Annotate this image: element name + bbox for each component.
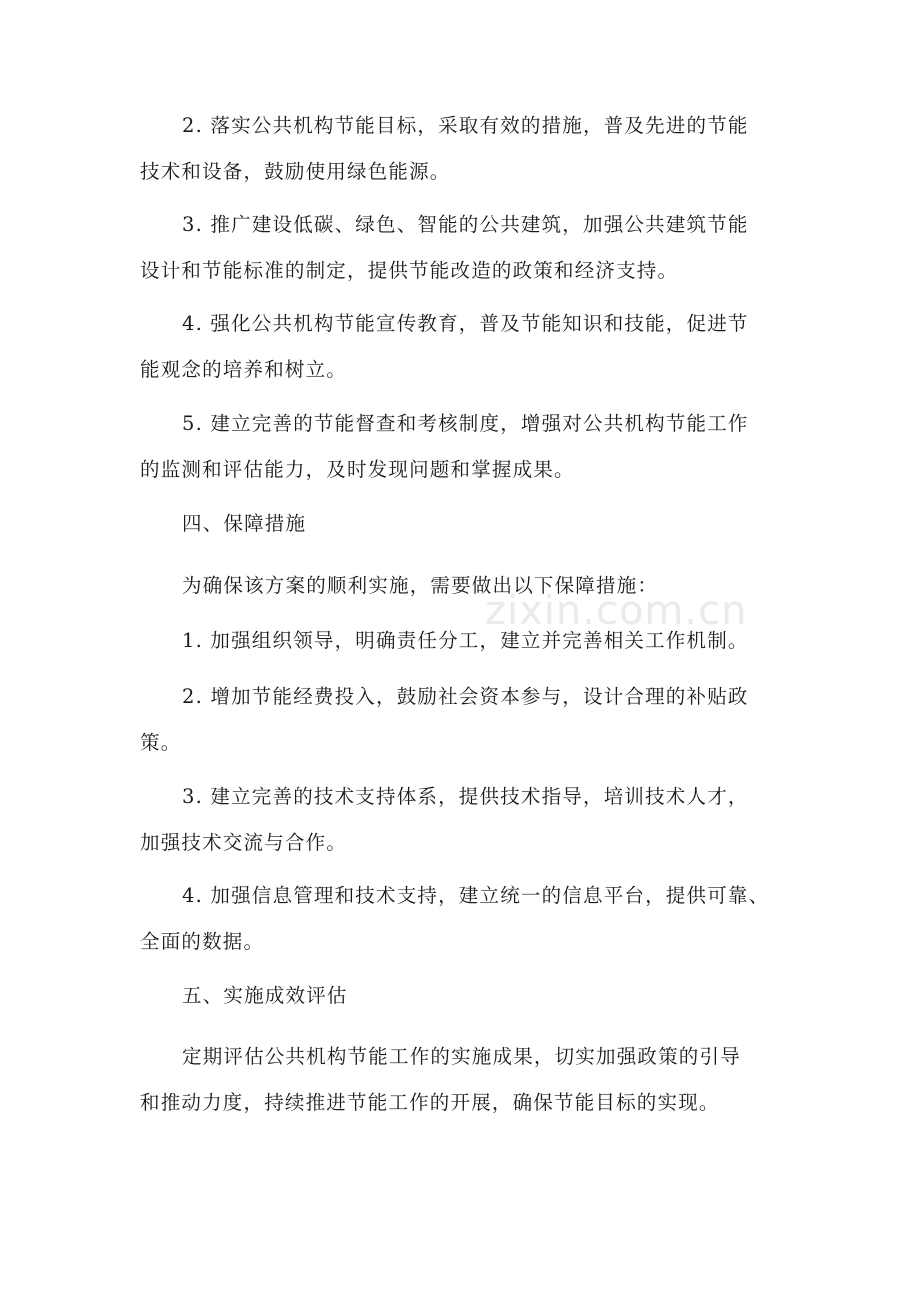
text-line: 为确保该方案的顺利实施，需要做出以下保障措施：	[182, 574, 659, 597]
text-line: 2. 增加节能经费投入，鼓励社会资本参与，设计合理的补贴政	[182, 685, 749, 708]
text-line: 4. 强化公共机构节能宣传教育，普及节能知识和技能，促进节	[182, 312, 749, 335]
text-line: 3. 建立完善的技术支持体系，提供技术指导，培训技术人才，	[182, 785, 749, 808]
text-line: 技术和设备，鼓励使用绿色能源。	[140, 160, 451, 183]
text-line: 定期评估公共机构节能工作的实施成果，切实加强政策的引导	[182, 1045, 741, 1068]
paragraph-item-4-education	[140, 301, 800, 393]
heading-text: 五、实施成效评估	[182, 984, 348, 1007]
paragraph-guarantee-4	[140, 873, 800, 965]
site-watermark: zixin.com.cn	[485, 588, 748, 634]
text-line: 全面的数据。	[140, 930, 265, 953]
text-line: 5. 建立完善的节能督查和考核制度，增强对公共机构节能工作	[182, 412, 749, 435]
text-line: 3. 推广建设低碳、绿色、智能的公共建筑，加强公共建筑节能	[182, 213, 749, 236]
paragraph-effect-evaluation	[140, 1034, 800, 1126]
text-line: 策。	[140, 731, 182, 754]
heading-text: 四、保障措施	[182, 512, 307, 535]
text-line: 加强技术交流与合作。	[140, 831, 348, 854]
text-line: 能观念的培养和树立。	[140, 358, 348, 381]
text-line: 设计和节能标准的制定，提供节能改造的政策和经济支持。	[140, 259, 679, 282]
paragraph-item-3-buildings	[140, 202, 800, 294]
paragraph-item-2-measures	[140, 103, 800, 195]
text-line: 的监测和评估能力，及时发现问题和掌握成果。	[140, 458, 575, 481]
section-heading-guarantee-measures	[140, 501, 800, 547]
paragraph-guarantee-3	[140, 774, 800, 866]
text-line: 1. 加强组织领导，明确责任分工，建立并完善相关工作机制。	[182, 629, 749, 652]
paragraph-guarantee-intro	[140, 563, 800, 609]
paragraph-guarantee-1	[140, 618, 800, 664]
paragraph-guarantee-2	[140, 674, 800, 766]
text-line: 2. 落实公共机构节能目标，采取有效的措施，普及先进的节能	[182, 114, 749, 137]
text-line: 4. 加强信息管理和技术支持，建立统一的信息平台，提供可靠、	[182, 884, 770, 907]
section-heading-effect-evaluation	[140, 973, 800, 1019]
text-line: 和推动力度，持续推进节能工作的开展，确保节能目标的实现。	[140, 1091, 720, 1114]
paragraph-item-5-supervision	[140, 401, 800, 493]
